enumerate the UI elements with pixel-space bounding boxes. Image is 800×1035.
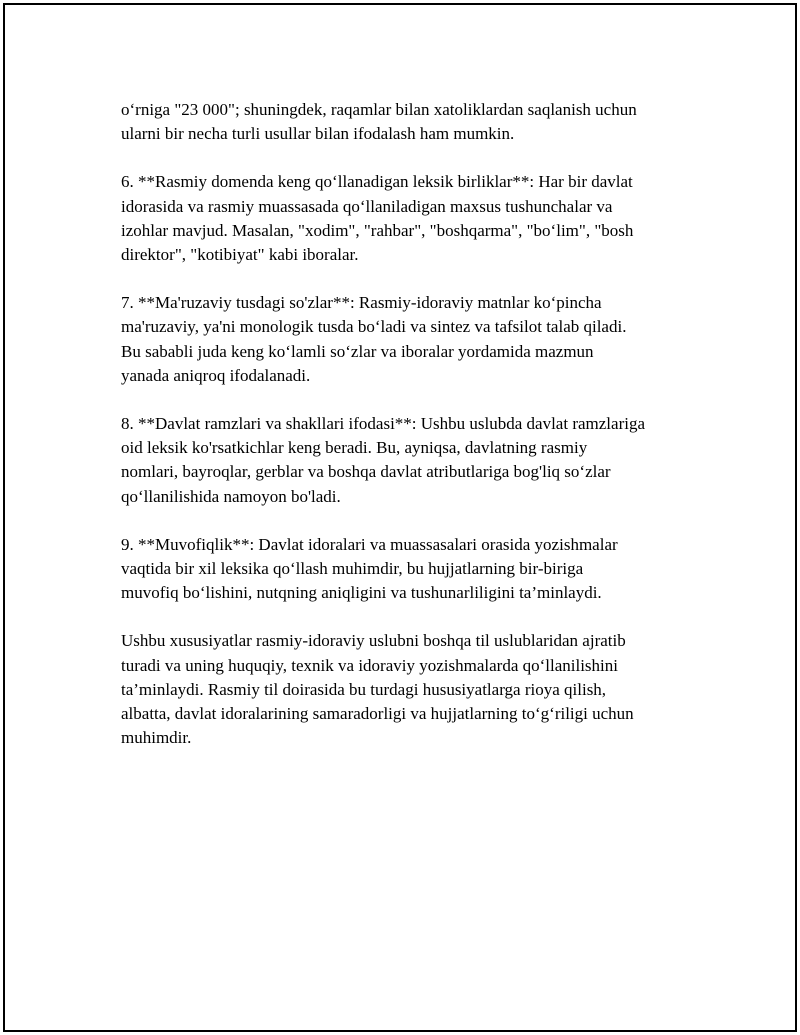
paragraph-conclusion bbox=[121, 629, 711, 750]
text-line: 7. **Ma'ruzaviy tusdagi so'zlar**: Rasmiy-idoraviy matnlar ko‘pincha bbox=[121, 293, 602, 313]
text-line: ta’minlaydi. Rasmiy til doirasida bu turdagi hususiyatlarga rioya qilish, bbox=[121, 679, 607, 699]
paragraph-item-9 bbox=[121, 533, 711, 606]
paragraph-item-7 bbox=[121, 291, 711, 388]
text-line: Ushbu xususiyatlar rasmiy-idoraviy uslubni boshqa til uslublaridan ajratib bbox=[121, 631, 626, 651]
text-line: Bu sababli juda keng ko‘lamli so‘zlar va iboralar yordamida mazmun bbox=[121, 341, 594, 361]
text-line: izohlar mavjud. Masalan, "xodim", "rahbar", "boshqarma", "bo‘lim", "bosh bbox=[121, 220, 634, 240]
text-line: 8. **Davlat ramzlari va shakllari ifodasi**: Ushbu uslubda davlat ramzlariga bbox=[121, 414, 646, 434]
text-line: 6. **Rasmiy domenda keng qo‘llanadigan leksik birliklar**: Har bir davlat bbox=[121, 172, 633, 192]
text-line: idorasida va rasmiy muassasada qo‘llaniladigan maxsus tushunchalar va bbox=[121, 196, 613, 216]
text-line: qo‘llanilishida namoyon bo'ladi. bbox=[121, 486, 341, 506]
page-frame bbox=[3, 3, 797, 1032]
paragraph-item-8 bbox=[121, 412, 711, 509]
text-line: turadi va uning huquqiy, texnik va idoraviy yozishmalarda qo‘llanilishini bbox=[121, 655, 618, 675]
text-line: albatta, davlat idoralarining samaradorligi va hujjatlarning to‘g‘riligi uchun bbox=[121, 704, 634, 724]
text-line: o‘rniga "23 000"; shuningdek, raqamlar bilan xatoliklardan saqlanish uchun bbox=[121, 100, 637, 119]
text-line: oid leksik ko'rsatkichlar keng beradi. Bu, ayniqsa, davlatning rasmiy bbox=[121, 438, 588, 458]
text-line: 9. **Muvofiqlik**: Davlat idoralari va muassasalari orasida yozishmalar bbox=[121, 534, 618, 554]
text-line: ma'ruzaviy, ya'ni monologik tusda bo‘ladi va sintez va tafsilot talab qiladi. bbox=[121, 317, 627, 337]
text-line: direktor", "kotibiyat" kabi iboralar. bbox=[121, 245, 359, 265]
text-line: muvofiq bo‘lishini, nutqning aniqligini va tushunarliligini ta’minlaydi. bbox=[121, 583, 602, 603]
document-body bbox=[121, 98, 711, 774]
paragraph-intro-continuation bbox=[121, 98, 711, 146]
text-line: vaqtida bir xil leksika qo‘llash muhimdir, bu hujjatlarning bir-biriga bbox=[121, 559, 584, 579]
text-line: nomlari, bayroqlar, gerblar va boshqa davlat atributlariga bog'liq so‘zlar bbox=[121, 462, 611, 482]
paragraph-item-6 bbox=[121, 170, 711, 267]
text-line: muhimdir. bbox=[121, 728, 192, 748]
text-line: yanada aniqroq ifodalanadi. bbox=[121, 365, 311, 385]
text-line: ularni bir necha turli usullar bilan ifodalash ham mumkin. bbox=[121, 124, 515, 144]
